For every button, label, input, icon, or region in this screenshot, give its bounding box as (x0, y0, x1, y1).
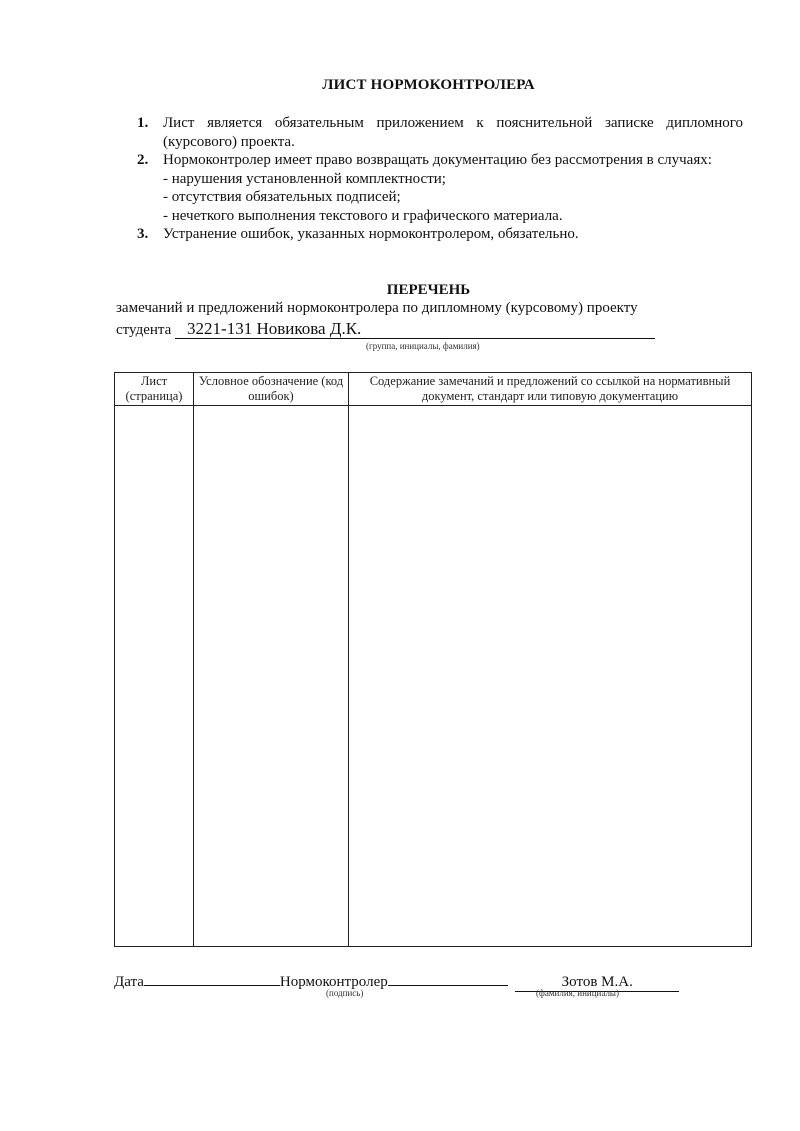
controller-name-field: Зотов М.А. (515, 974, 679, 992)
student-label: студента (116, 322, 172, 338)
date-label: Дата (114, 974, 144, 990)
column-header-content: Содержание замечаний и предложений со ссылкой на нормативный документ, стандарт или типовую документацию (349, 373, 752, 406)
date-field[interactable] (144, 970, 280, 986)
table-cell-content[interactable] (349, 406, 752, 947)
table-cell-code[interactable] (194, 406, 349, 947)
rule-item (135, 114, 743, 151)
signature-field[interactable] (388, 970, 508, 986)
signature-caption: (подпись) (326, 988, 364, 998)
rule-text: Устранение ошибок, указанных нормоконтролером, обязательно. (163, 226, 579, 242)
rule-item (135, 225, 743, 244)
table-header-row (115, 373, 752, 406)
rule-text: Нормоконтролер имеет право возвращать документацию без рассмотрения в случаях: (163, 152, 712, 168)
student-line (116, 320, 655, 339)
rule-text: Лист является обязательным приложением к пояснительной записке дипломного (курсового) проекта. (163, 115, 743, 150)
perechen-subtitle: замечаний и предложений нормоконтролера по дипломному (курсовому) проекту (116, 300, 638, 316)
rule-case: - отсутствия обязательных подписей; (163, 189, 401, 205)
rule-case: - нарушения установленной комплектности; (163, 170, 446, 187)
rules-list (135, 114, 743, 244)
student-caption: (группа, инициалы, фамилия) (366, 341, 480, 351)
column-header-code: Условное обозначение (код ошибок) (194, 373, 349, 406)
rule-number: 1. (137, 115, 149, 131)
table-cell-sheet[interactable] (115, 406, 194, 947)
remarks-table (114, 372, 752, 947)
rule-number: 3. (137, 226, 149, 242)
rule-number: 2. (137, 152, 149, 168)
student-field: 3221-131 Новикова Д.К. (175, 320, 655, 339)
rule-item (135, 151, 743, 225)
controller-label: Нормоконтролер (279, 974, 388, 990)
rule-case: - нечеткого выполнения текстового и графического материала. (163, 207, 563, 224)
name-caption: (фамилия, инициалы) (536, 988, 619, 998)
table-row (115, 406, 752, 947)
column-header-sheet: Лист (страница) (115, 373, 194, 406)
document-title: ЛИСТ НОРМОКОНТРОЛЕРА (322, 77, 535, 93)
perechen-title: ПЕРЕЧЕНЬ (386, 282, 471, 298)
